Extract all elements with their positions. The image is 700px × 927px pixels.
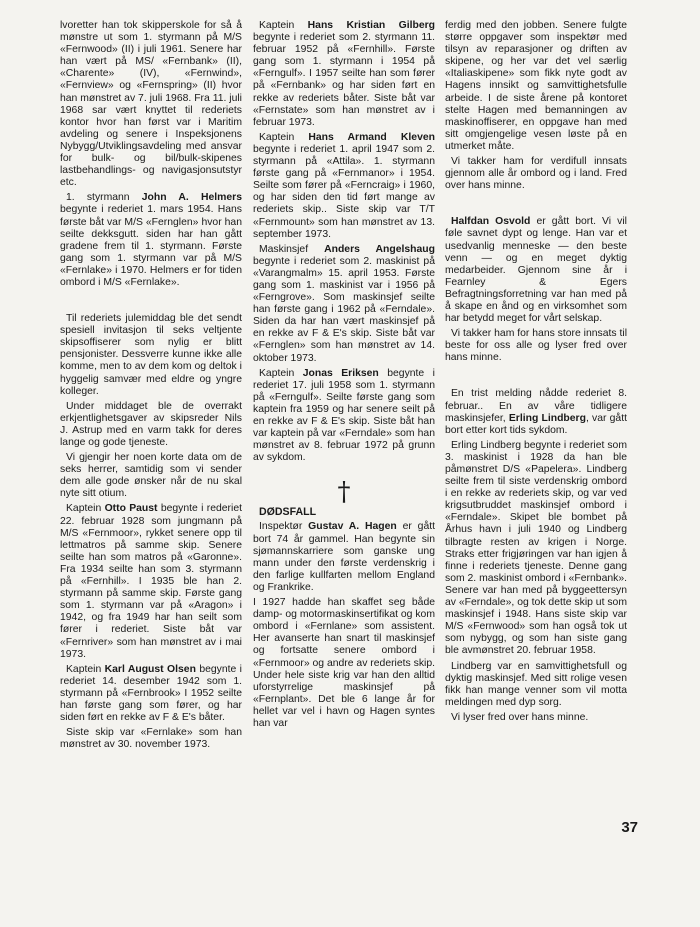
column-middle <box>253 20 435 733</box>
paragraph: Vi lyser fred over hans minne. <box>451 711 589 723</box>
paragraph <box>445 216 627 325</box>
paragraph: I 1927 hadde han skaffet seg både damp- og motormaskinsertifikat og kom ombord i «Fernlane» som assistent. Her avanserte han snart til maskinsjef og fortsatte senere ombord i «Fernmoor» og andre av rederiets skip. Under hele siste krig var han den alltid uforstyrrelige maskinsjef på «Fernplant». Det ble 6 lange år for hellet var vel i havn og Hagen syntes han var <box>253 597 435 729</box>
text: begynte i rederiet 14. desember 1942 som 1. styrmann på «Fernbrook» I 1952 seilte han første gang som fører, og har siden ført en rekke av F & E's båter. <box>60 663 242 724</box>
paragraph: Til rederiets julemiddag ble det sendt spesiell invitasjon til seks veltjente skipsoffiserer som nylig er blitt pensjonister. Dessverre kunne ikke alle komme, men to av dem kom og deltok i hyggelig samvær med eldre og yngre kolleger. <box>60 313 242 397</box>
paragraph <box>253 132 435 241</box>
person-name: Anders Angelshaug <box>324 243 436 255</box>
cross-icon: † <box>337 477 351 508</box>
text: begynte i rederiet som 2. maskinist på «Varangmalm» 15. april 1953. Første gang som 1. maskinist var i 1956 på «Ferngrove». Som maskinsjef seilte han første gang i 1962 på «Ferndale». Siden da har han vært maskinsjef på en rekke av F & E's skip. Siste båt var «Fernglen» som han mønstret av 14. oktober 1973. <box>253 255 435 364</box>
person-name: John A. Helmers <box>141 192 242 204</box>
paragraph <box>60 503 242 660</box>
text: begynte i rederiet 22. februar 1928 som jungmann på M/S «Fernmoor», rykket senere opp til lettmatros på samme skip. Senere seilte han som matros på «Garonne». Fra 1934 seilte han som 3. styrmann på «Fernhill». I 1935 ble han 2. styrmann på samme skip. Første gang som 1. styrmann var på «Aragon» i 1942, og fra 1949 har han seilt som fører i rederiet. Siste båt var «Fernriver» som han mønstret av i mai 1973. <box>60 503 242 660</box>
section-heading: DØDSFALL <box>259 506 317 519</box>
text: Kaptein <box>66 663 105 675</box>
column-left <box>60 20 242 754</box>
text: Maskinsjef <box>259 243 325 255</box>
paragraph: Vi gjengir her noen korte data om de seks herrer, samtidig som vi sender dem alle gode ønsker når de nu skal nyte sitt otium. <box>60 452 242 500</box>
text: begynte i rederiet 1. mars 1954. Hans første båt var M/S «Fernglen» hvor han seilte dekksgutt. siden har han gått gradene frem til 1. styrmann. Første gang som 1. styrmann var på M/S «Fernlake» i 1970. Helmers er for tiden ombord i M/S «Fernlake». <box>60 204 242 288</box>
paragraph: Lindberg var en samvittighetsfull og dyktig maskinsjef. Med sitt rolige vesen fikk han mange venner som vil motta meldingen med dyp sorg. <box>445 660 627 708</box>
paragraph <box>60 192 242 289</box>
paragraph <box>253 20 435 129</box>
paragraph <box>253 521 435 594</box>
person-name: Erling Lindberg <box>508 412 586 424</box>
column-right <box>445 20 627 727</box>
text: er gått bort. Vi vil føle savnet dypt og lenge. Han var et usedvanlig menneske — den beste venn — og en meget dyktig medarbeider. Gjennom sine år i Fearnley & Egers Befragtningsforretning var han med på å skape en ånd og en virksomhet som har betydd meget for vårt selskap. <box>445 216 627 325</box>
paragraph <box>445 388 627 436</box>
text: er gått bort 74 år gammel. Han begynte sin sjømannskarriere som ganske ung mann under den første verdenskrig i den farlige kullfarten mellom England og Frankrike. <box>253 521 435 593</box>
person-name: Gustav A. Hagen <box>308 521 397 533</box>
paragraph: Erling Lindberg begynte i rederiet som 3. maskinist i 1928 da han ble påmønstret D/S «Papelera». Lindberg seilte frem til siste verdenskrig ombord i en rekke av rederiets skip, og var ved krigsutbruddet maskinsjef ombord i «Ferndale». Skipet ble bombet på Århus havn i juli 1940 og Lindberg tilbragte resten av krigen i Norge. Straks etter frigjøringen var han igjen å finne i rederiets tjeneste. Denne gang som 2. maskinist ombord i «Fernbank». Senere var han med på byggeettersyn av «Ferndale», og tok dette skip ut som maskinsjef i 1948. Hans siste skip var M/S «Fernwood» som han også tok ut som nybygg, og som han siste gang ble avmønstret 20. februar 1958. <box>445 439 627 657</box>
paragraph: Vi takker ham for verdifull innsats gjennom alle år ombord og i land. Fred over hans minne. <box>445 156 627 192</box>
paragraph: Siste skip var «Fernlake» som han mønstret av 30. november 1973. <box>60 727 242 751</box>
paragraph: ferdig med den jobben. Senere fulgte større oppgaver som inspektør med tilsyn av reparasjoner og driften av skipene, og her var det vel særlig «Italiaskipene» som fikk nyte godt av Hagens innsikt og samvittighetsfulle arbeide. I de siste årene på kontoret stelte Hagen med bemanningen av maskinoffiserer, en oppgave han med sitt omgjengelige vesen løste på en utmerket måte. <box>445 20 627 152</box>
text: begynte i rederiet som 2. styrmann 11. februar 1952 på «Fernhill». Første gang som 1. styrmann i 1954 på «Ferngulf». I 1957 seilte han som fører på «Fernbank» og har siden ført en rekke av rederiets båter. Siste båt var «Fernstate» som han mønstret av i februar 1973. <box>253 32 435 128</box>
text: 1. styrmann <box>66 192 142 204</box>
paragraph: Vi takker ham for hans store innsats til beste for oss alle og lyser fred over hans minne. <box>445 328 627 364</box>
paragraph <box>60 664 242 724</box>
person-name: Jonas Eriksen <box>302 367 379 379</box>
person-name: Hans Kristian Gilberg <box>307 20 435 31</box>
text: Kaptein <box>259 20 308 31</box>
person-name: Halfdan Osvold <box>451 216 531 228</box>
paragraph <box>253 368 435 465</box>
text: En trist melding nådde rederiet 8. februar.. En av våre tidligere maskinsjefer, <box>445 388 627 424</box>
page-number: 37 <box>621 819 638 836</box>
text: Kaptein <box>259 367 303 379</box>
paragraph: lvoretter han tok skipperskole for så å mønstre ut som 1. styrmann på M/S «Fernwood» (II) i juli 1961. Senere har han vært på MS/ «Fernbank» (II), «Charente» (IV), «Fernwind», «Fernview» og «Fernspring» (II) hvor han mønstret av 7. juli 1968. Fra 11. juli 1968 sar vært knyttet til rederiets kontor hvor han først var i Maritim avdeling og senere i Inspeksjonens Nybygg/Utviklingsavdeling med ansvar for bulk- og bil/bulk-skipenes lastbehandlings- og navigasjonsutstyr etc. <box>60 20 242 189</box>
paragraph: Under middaget ble de overrakt erkjentlighetsgaver av skipsreder Nils J. Astrup med en varm takk for deres lange og gode tjeneste. <box>60 400 242 448</box>
text: begynte i rederiet 17. juli 1958 som 1. styrmann på «Ferngulf». Seilte første gang som kaptein fra 1959 og har senere seilt på en rekke av F & E's skip. Siste båt han var kaptein på var «Ferndale» som han mønstret av 8. februar 1972 på grunn av sykdom. <box>253 367 435 464</box>
person-name: Karl August Olsen <box>104 663 196 675</box>
text: begynte i rederiet 1. april 1947 som 2. styrmann på «Attila». 1. styrmann første gang på «Fernmanor» i 1954. Seilte som fører på «Ferncraig» i 1960, og har siden den tid ført mange av rederiets skip.. Siste skip var T/T «Fernmount» som han mønstret av 13. september 1973. <box>253 143 435 240</box>
person-name: Otto Paust <box>104 503 158 515</box>
text: Inspektør <box>259 521 309 533</box>
text: , var gått bort etter kort tids sykdom. <box>445 412 627 436</box>
person-name: Hans Armand Kleven <box>308 131 435 143</box>
text: Kaptein <box>259 131 309 143</box>
text: Kaptein <box>66 503 105 515</box>
paragraph <box>253 244 435 365</box>
